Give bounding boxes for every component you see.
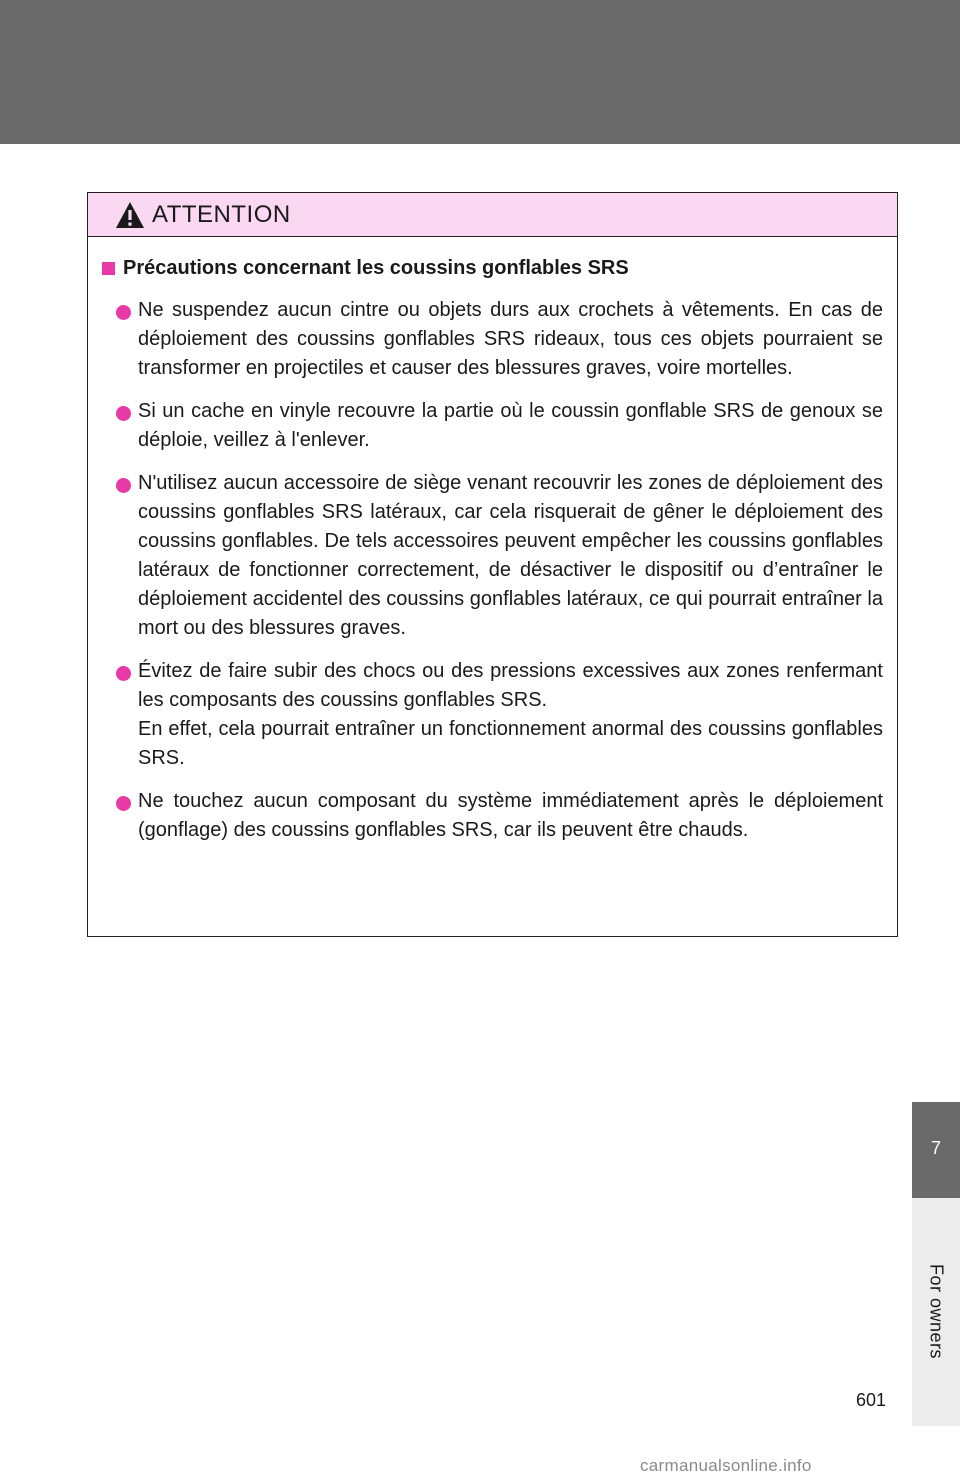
item-paragraph: Si un cache en vinyle recouvre la partie où le coussin gonflable SRS de genoux se déploie, veillez à l'enlever. bbox=[138, 400, 883, 451]
list-item bbox=[102, 397, 883, 455]
chapter-side-tab[interactable] bbox=[912, 1102, 960, 1426]
section-heading bbox=[102, 257, 883, 280]
watermark: carmanualsonline.info bbox=[640, 1456, 812, 1475]
round-bullet-icon bbox=[116, 305, 131, 320]
warning-triangle-icon bbox=[114, 200, 146, 230]
attention-title: ATTENTION bbox=[152, 200, 291, 228]
list-item bbox=[102, 296, 883, 383]
round-bullet-icon bbox=[116, 406, 131, 421]
round-bullet-icon bbox=[116, 478, 131, 493]
chapter-title-wrap bbox=[912, 1198, 960, 1426]
chapter-title-block bbox=[912, 1198, 960, 1426]
round-bullet-icon bbox=[116, 666, 131, 681]
item-paragraph: Ne suspendez aucun cintre ou objets durs aux crochets à vêtements. En cas de déploiement des coussins gonflables SRS rideaux, tous ces objets pourraient se transformer en projectiles et causer des blessures graves, voire mortelles. bbox=[138, 299, 883, 379]
section-heading-text: Précautions concernant les coussins gonflables SRS bbox=[123, 257, 629, 279]
attention-content bbox=[88, 237, 897, 845]
item-paragraph: En effet, cela pourrait entraîner un fonctionnement anormal des coussins gonflables SRS. bbox=[138, 718, 883, 769]
chapter-number: 7 bbox=[930, 1137, 941, 1158]
top-header-band bbox=[0, 0, 960, 144]
item-paragraph: N'utilisez aucun accessoire de siège venant recouvrir les zones de déploiement des coussins gonflables SRS latéraux, car cela risquerait de gêner le déploiement des coussins gonflables. De tels accessoires peuvent empêcher les coussins gonflables latéraux de fonctionner correctement, de désactiver le dispositif ou d’entraîner le déploiement accidentel des coussins gonflables latéraux, ce qui pourrait entraîner la mort ou des blessures graves. bbox=[138, 472, 883, 639]
item-paragraph: Évitez de faire subir des chocs ou des pressions excessives aux zones renfermant les composants des coussins gonflables SRS. bbox=[138, 660, 883, 711]
chapter-number-block bbox=[912, 1102, 960, 1194]
round-bullet-icon bbox=[116, 796, 131, 811]
item-paragraph: Ne touchez aucun composant du système immédiatement après le déploiement (gonflage) des coussins gonflables SRS, car ils peuvent être chauds. bbox=[138, 790, 883, 841]
chapter-title: For owners bbox=[926, 1264, 947, 1360]
attention-list bbox=[102, 296, 883, 845]
list-item bbox=[102, 657, 883, 773]
page-number: 601 bbox=[856, 1390, 887, 1410]
attention-box bbox=[87, 192, 898, 937]
attention-header bbox=[88, 193, 897, 237]
list-item bbox=[102, 469, 883, 643]
square-bullet-icon bbox=[102, 262, 115, 275]
list-item bbox=[102, 787, 883, 845]
